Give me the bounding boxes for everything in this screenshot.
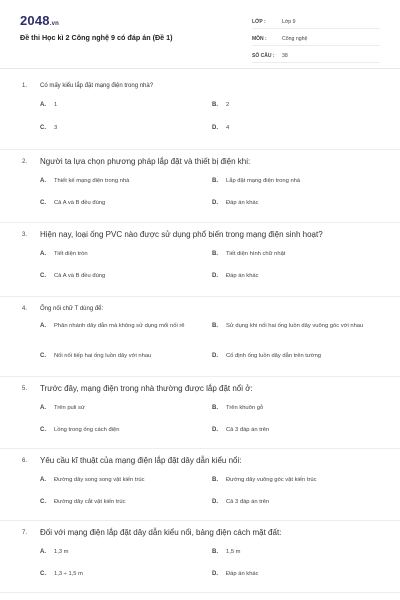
option-label: B. bbox=[212, 477, 218, 483]
option-a[interactable] bbox=[40, 322, 194, 330]
question-number: 7. bbox=[22, 530, 28, 536]
option-text: 1,3 m bbox=[54, 549, 69, 555]
option-a[interactable] bbox=[40, 178, 129, 184]
option-label: C. bbox=[40, 200, 46, 206]
question-item bbox=[0, 297, 400, 377]
option-text: Sử dụng khi nối hai ống luồn dây vuông góc với nhau bbox=[226, 323, 364, 329]
question-item bbox=[0, 449, 400, 521]
meta-key: SỐ CÂU : bbox=[252, 52, 275, 59]
option-b[interactable] bbox=[212, 102, 229, 108]
option-text: Đáp án khác bbox=[226, 200, 259, 206]
exam-title: Đề thi Học kì 2 Công nghệ 9 có đáp án (Đề 1) bbox=[20, 33, 173, 42]
question-number: 2. bbox=[22, 159, 28, 165]
option-c[interactable] bbox=[40, 273, 105, 279]
option-text: Lắp đặt mạng điện trong nhà bbox=[226, 178, 301, 184]
option-label: A. bbox=[40, 251, 46, 257]
option-text: Trên puli sứ bbox=[54, 405, 85, 411]
question-number: 5. bbox=[22, 386, 28, 392]
meta-value: 38 bbox=[282, 52, 288, 59]
meta-row-question-count bbox=[252, 49, 380, 63]
option-label: B. bbox=[212, 251, 218, 257]
question-text: Có mấy kiểu lắp đặt mạng điện trong nhà? bbox=[40, 83, 154, 89]
logo-suffix-text: .vn bbox=[49, 21, 60, 27]
option-label: D. bbox=[212, 571, 218, 577]
option-text: 4 bbox=[226, 125, 230, 131]
option-a[interactable] bbox=[40, 405, 85, 411]
option-b[interactable] bbox=[212, 477, 317, 483]
option-b[interactable] bbox=[212, 178, 300, 184]
option-text: Đáp án khác bbox=[226, 571, 259, 577]
option-label: A. bbox=[40, 477, 46, 483]
option-label: A. bbox=[40, 323, 46, 330]
option-c[interactable] bbox=[40, 125, 57, 131]
option-text: Tiết diện tròn bbox=[54, 251, 88, 257]
option-text: 1 bbox=[54, 102, 58, 108]
option-c[interactable] bbox=[40, 571, 83, 577]
option-label: B. bbox=[212, 405, 218, 411]
option-label: A. bbox=[40, 405, 46, 411]
option-label: B. bbox=[212, 178, 218, 184]
site-logo[interactable] bbox=[20, 13, 59, 28]
option-d[interactable] bbox=[212, 125, 229, 131]
option-c[interactable] bbox=[40, 427, 119, 433]
option-text: 3 bbox=[54, 125, 58, 131]
meta-value: Lớp 9 bbox=[282, 18, 296, 25]
option-label: D. bbox=[212, 273, 218, 279]
option-a[interactable] bbox=[40, 477, 145, 483]
option-b[interactable] bbox=[212, 322, 366, 330]
option-b[interactable] bbox=[212, 251, 285, 257]
option-a[interactable] bbox=[40, 549, 69, 555]
option-label: B. bbox=[212, 102, 218, 108]
page-header bbox=[0, 0, 400, 66]
question-text: Ống nối chữ T dùng để: bbox=[40, 306, 104, 312]
exam-meta bbox=[252, 15, 380, 66]
option-label: D. bbox=[212, 427, 218, 433]
option-text: Cố định ống luồn dây dẫn trên tường bbox=[226, 353, 322, 359]
option-text: Đáp án khác bbox=[226, 273, 259, 279]
option-label: A. bbox=[40, 102, 46, 108]
option-label: C. bbox=[40, 499, 46, 505]
option-b[interactable] bbox=[212, 405, 263, 411]
option-text: Trên khuôn gỗ bbox=[226, 405, 264, 411]
option-c[interactable] bbox=[40, 200, 105, 206]
option-text: Cả 3 đáp án trên bbox=[226, 427, 270, 433]
question-number: 6. bbox=[22, 458, 28, 464]
option-text: 1,3 ÷ 1,5 m bbox=[54, 571, 83, 577]
option-text: Lồng trong ống cách điện bbox=[54, 427, 120, 433]
option-label: C. bbox=[40, 353, 46, 359]
option-label: C. bbox=[40, 571, 46, 577]
question-text: Đối với mạng điện lắp đặt dây dẫn kiểu nổi, bảng điện cách mặt đất: bbox=[40, 528, 282, 537]
option-label: D. bbox=[212, 499, 218, 505]
question-number: 3. bbox=[22, 232, 28, 238]
option-label: A. bbox=[40, 178, 46, 184]
option-text: Cả A và B đều đúng bbox=[54, 200, 106, 206]
question-item bbox=[0, 223, 400, 297]
option-text: Phân nhánh dây dẫn mà không sử dụng mối nối rẽ bbox=[54, 323, 185, 329]
question-item bbox=[0, 521, 400, 593]
option-b[interactable] bbox=[212, 549, 241, 555]
option-label: C. bbox=[40, 125, 46, 131]
option-label: D. bbox=[212, 200, 218, 206]
option-text: Tiết diện hình chữ nhật bbox=[226, 251, 286, 257]
option-text: Đường dây song song vật kiến trúc bbox=[54, 477, 145, 483]
option-a[interactable] bbox=[40, 251, 88, 257]
meta-key: LỚP : bbox=[252, 18, 266, 25]
option-label: D. bbox=[212, 125, 218, 131]
meta-row-subject bbox=[252, 32, 380, 46]
option-label: B. bbox=[212, 549, 218, 555]
logo-main-text: 2048 bbox=[20, 13, 50, 28]
option-d[interactable] bbox=[212, 427, 269, 433]
meta-value: Công nghệ bbox=[282, 35, 308, 42]
option-text: Cả A và B đều đúng bbox=[54, 273, 106, 279]
option-d[interactable] bbox=[212, 499, 269, 505]
option-text: 1,5 m bbox=[226, 549, 241, 555]
option-label: B. bbox=[212, 323, 218, 330]
question-item bbox=[0, 377, 400, 449]
option-a[interactable] bbox=[40, 102, 57, 108]
option-text: Đường dây vuông góc vật kiến trúc bbox=[226, 477, 317, 483]
option-text: Nối nối tiếp hai ống luồn dây với nhau bbox=[54, 353, 152, 359]
option-text: Cả 3 đáp án trên bbox=[226, 499, 270, 505]
question-item bbox=[0, 150, 400, 223]
header-divider bbox=[0, 68, 400, 69]
question-text: Yêu cầu kĩ thuật của mạng điện lắp đặt dây dẫn kiểu nổi: bbox=[40, 456, 242, 465]
option-text: Đường dây cắt vật kiến trúc bbox=[54, 499, 126, 505]
question-list bbox=[0, 74, 400, 593]
option-c[interactable] bbox=[40, 499, 125, 505]
question-text: Hiện nay, loại ống PVC nào được sử dụng phổ biến trong mạng điện sinh hoạt? bbox=[40, 230, 323, 239]
option-label: A. bbox=[40, 549, 46, 555]
option-label: C. bbox=[40, 427, 46, 433]
option-text: Thiết kế mạng điện trong nhà bbox=[54, 178, 130, 184]
question-text: Người ta lựa chọn phương pháp lắp đặt và thiết bị điện khi: bbox=[40, 157, 251, 166]
option-d[interactable] bbox=[212, 200, 259, 206]
question-number: 1. bbox=[22, 83, 28, 89]
meta-row-class bbox=[252, 15, 380, 29]
option-d[interactable] bbox=[212, 273, 259, 279]
option-d[interactable] bbox=[212, 571, 259, 577]
option-d[interactable] bbox=[212, 353, 321, 359]
option-text: 2 bbox=[226, 102, 230, 108]
option-label: C. bbox=[40, 273, 46, 279]
option-c[interactable] bbox=[40, 353, 151, 359]
option-label: D. bbox=[212, 353, 218, 359]
question-item bbox=[0, 74, 400, 150]
question-number: 4. bbox=[22, 306, 28, 312]
question-text: Trước đây, mạng điện trong nhà thường được lắp đặt nổi ở: bbox=[40, 384, 253, 393]
meta-key: MÔN : bbox=[252, 35, 267, 42]
